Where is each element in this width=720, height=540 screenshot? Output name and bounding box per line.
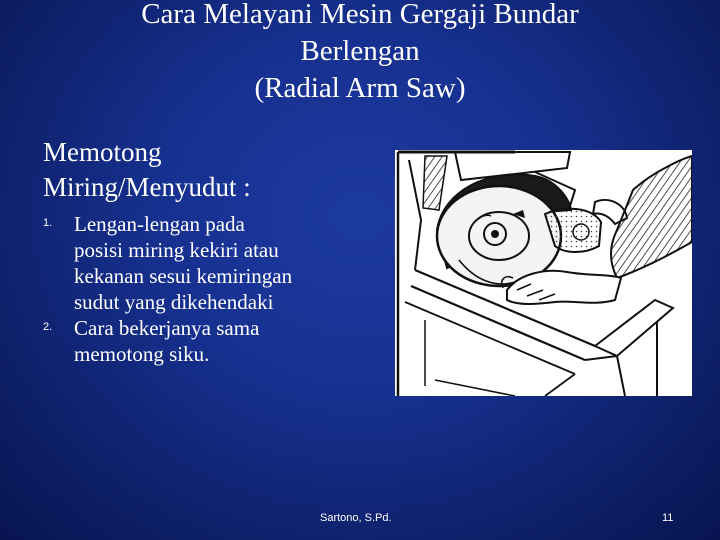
saw-sketch: [395, 150, 692, 396]
page-number: 11: [662, 512, 674, 524]
step-line: sudut yang dikehendaki: [74, 290, 274, 314]
footer-author: Sartono, S.Pd.: [320, 512, 392, 524]
step-line: kekanan sesui kemiringan: [74, 264, 293, 288]
title-line: (Radial Arm Saw): [254, 72, 466, 104]
list-number: 2.: [43, 321, 53, 333]
radial-arm-saw-illustration: [395, 150, 692, 396]
list-item: [43, 315, 383, 367]
list-item: [43, 211, 383, 315]
heading-line: Memotong: [43, 137, 162, 167]
section-heading: [43, 135, 383, 205]
step-line: posisi miring kekiri atau: [74, 238, 279, 262]
step-line: Cara bekerjanya sama: [74, 316, 260, 340]
slide-title: [60, 0, 660, 107]
steps-list: [43, 211, 383, 367]
heading-line: Miring/Menyudut :: [43, 172, 251, 202]
title-line: Cara Melayani Mesin Gergaji Bundar: [141, 0, 579, 30]
content-text: [43, 135, 383, 367]
title-line: Berlengan: [300, 35, 420, 67]
step-line: memotong siku.: [74, 342, 210, 366]
list-number: 1.: [43, 217, 53, 229]
step-line: Lengan-lengan pada: [74, 212, 245, 236]
